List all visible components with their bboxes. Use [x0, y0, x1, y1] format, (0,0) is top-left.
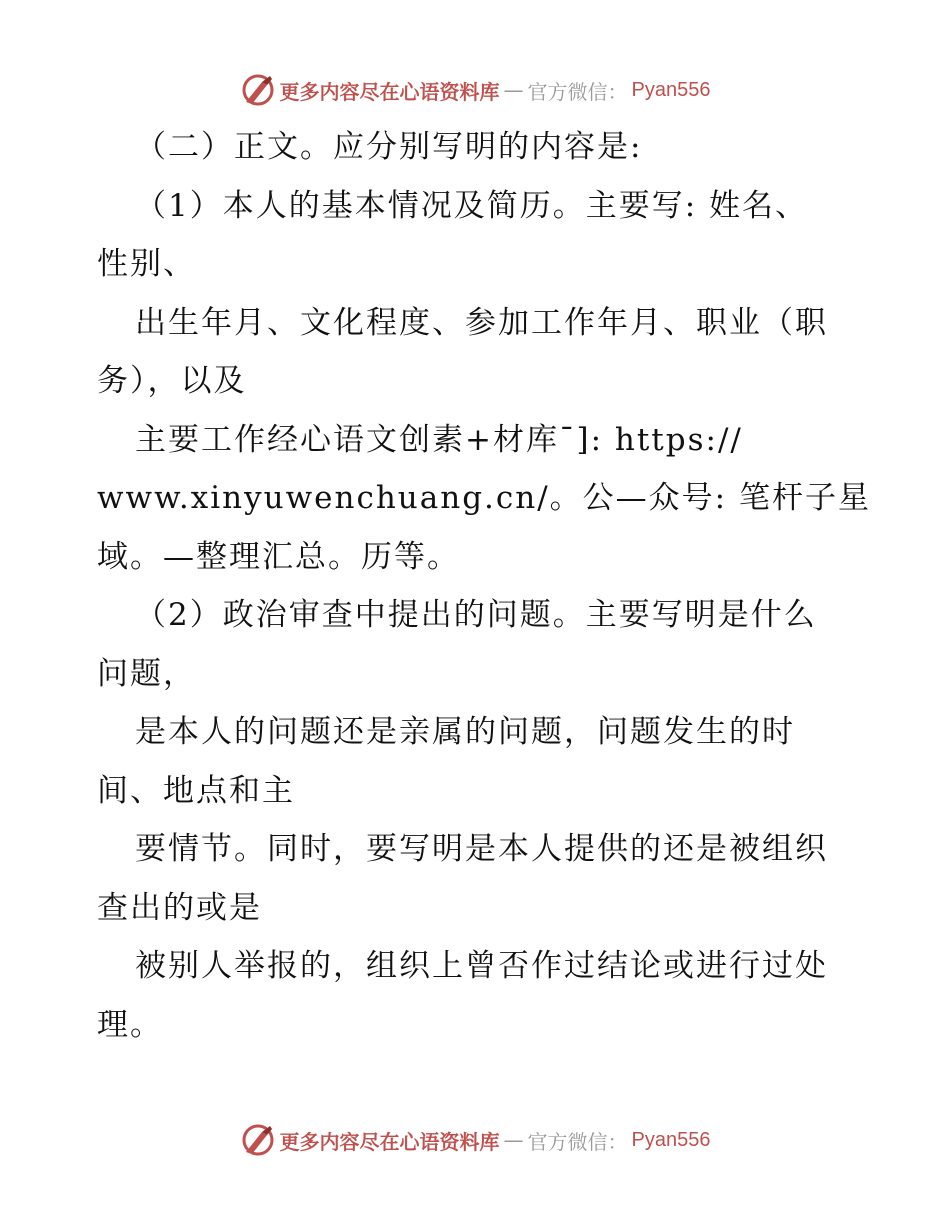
footer-banner: [0, 1118, 950, 1162]
body-line: 域。—整理汇总。历等。: [97, 538, 460, 575]
body-line: 查出的或是: [97, 889, 262, 926]
body-line: 是本人的问题还是亲属的问题，问题发生的时: [135, 714, 795, 750]
footer-separator: —: [503, 1128, 524, 1152]
document-body: [97, 118, 871, 1054]
body-line: 要情节。同时，要写明是本人提供的还是被组织: [135, 831, 828, 867]
body-line: 性别、: [97, 246, 196, 282]
body-line: （2）政治审查中提出的问题。主要写明是什么: [135, 597, 817, 633]
header-brand-text: 更多内容尽在心语资料库: [279, 79, 500, 104]
footer-brand-text: 更多内容尽在心语资料库: [279, 1129, 500, 1154]
body-line: www.xinyuwenchuang.cn/。公—众号: 笔杆子星: [97, 480, 871, 516]
body-line: 问题，: [97, 655, 196, 692]
body-line: 被别人举报的，组织上曾否作过结论或进行过处: [135, 948, 828, 984]
footer-official-label: 官方微信：: [527, 1129, 628, 1154]
body-line: （1）本人的基本情况及简历。主要写: 姓名、: [135, 187, 809, 224]
header-wechat-id: Pyan556: [631, 78, 711, 101]
header-official-label: 官方微信：: [527, 79, 628, 104]
footer-wechat-id: Pyan556: [631, 1128, 711, 1151]
body-line: 务），以及: [97, 363, 247, 399]
body-line: 间、地点和主: [97, 772, 295, 809]
header-separator: —: [503, 78, 524, 102]
body-line: 主要工作经心语文创素+材库¯]: https://: [135, 421, 743, 458]
body-line: 理。: [97, 1006, 163, 1043]
pen-logo-icon: [240, 72, 276, 108]
body-line: （二）正文。应分别写明的内容是:: [135, 129, 643, 165]
header-banner: [0, 68, 950, 112]
pen-logo-icon: [240, 1122, 276, 1158]
body-line: 出生年月、文化程度、参加工作年月、职业（职: [135, 304, 828, 341]
